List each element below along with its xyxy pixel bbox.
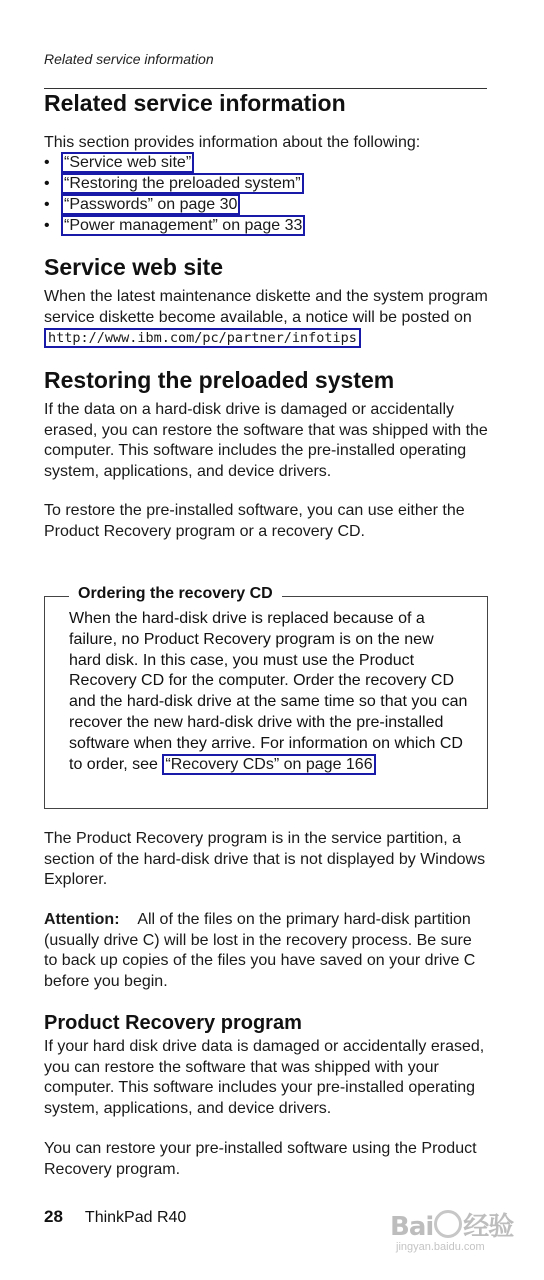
service-web-site-body: When the latest maintenance diskette and the system program service diskette become available, a notice will be posted on bbox=[44, 288, 488, 326]
service-web-site-text bbox=[44, 287, 488, 349]
intro-text: This section provides information about the following: bbox=[44, 134, 421, 151]
section-title-related-service: Related service information bbox=[44, 90, 346, 116]
restoring-para-2: To restore the pre-installed software, you can use either the Product Recovery program or a recovery CD. bbox=[44, 502, 465, 540]
attention-label: Attention: bbox=[44, 911, 120, 928]
box-title: Ordering the recovery CD bbox=[69, 585, 282, 603]
bullet: • bbox=[44, 196, 50, 213]
infotips-url-link[interactable]: http://www.ibm.com/pc/partner/infotips bbox=[44, 328, 361, 348]
product-recovery-para-2: You can restore your pre-installed software using the Product Recovery program. bbox=[44, 1140, 477, 1178]
box-body: When the hard-disk drive is replaced because of a failure, no Product Recovery program is on the new hard disk. In this case, you must use the Product Recovery CD for the computer. Order the recovery CD and the hard-disk drive at the same time so that you can recover the new hard-disk drive with the pre-installed software when they arrive. For information on which CD to order, see bbox=[69, 610, 468, 773]
bullet: • bbox=[44, 217, 50, 234]
attention-note bbox=[44, 910, 488, 993]
list-item bbox=[44, 195, 305, 216]
list-item bbox=[44, 216, 305, 237]
baidu-watermark bbox=[390, 1206, 520, 1253]
link-recovery-cds[interactable]: “Recovery CDs” on page 166 bbox=[162, 754, 375, 775]
running-head: Related service information bbox=[44, 51, 214, 67]
bullet: • bbox=[44, 175, 50, 192]
link-passwords[interactable]: “Passwords” on page 30 bbox=[61, 194, 240, 215]
product-recovery-para-1: If your hard disk drive data is damaged or accidentally erased, you can restore the software that was shipped with your computer. This software includes your pre-installed operating system, applications, and device drivers. bbox=[44, 1038, 485, 1118]
section-title-restoring: Restoring the preloaded system bbox=[44, 367, 395, 393]
section-title-product-recovery: Product Recovery program bbox=[44, 1012, 302, 1034]
list-item bbox=[44, 153, 305, 174]
box-text bbox=[69, 609, 469, 775]
list-item bbox=[44, 174, 305, 195]
section-title-service-web-site: Service web site bbox=[44, 254, 223, 280]
watermark-text-right: 经验 bbox=[463, 1212, 514, 1242]
watermark-logo bbox=[390, 1206, 520, 1243]
page-number: 28 bbox=[44, 1207, 63, 1226]
watermark-url: jingyan.baidu.com bbox=[396, 1241, 485, 1253]
paw-icon bbox=[434, 1210, 462, 1238]
header-rule bbox=[44, 88, 487, 89]
link-power-management[interactable]: “Power management” on page 33 bbox=[61, 215, 305, 236]
ordering-recovery-cd-box bbox=[44, 585, 488, 809]
link-service-web-site[interactable]: “Service web site” bbox=[61, 152, 194, 173]
page-footer bbox=[44, 1207, 186, 1227]
bullet: • bbox=[44, 154, 50, 171]
restoring-para-3: The Product Recovery program is in the service partition, a section of the hard-disk drive that is not displayed by Windows Explorer. bbox=[44, 830, 486, 889]
link-restoring-preloaded-system[interactable]: “Restoring the preloaded system” bbox=[61, 173, 304, 194]
attention-text: All of the files on the primary hard-disk partition (usually drive C) will be lost in the recovery process. Be sure to back up copies of the files you have saved on your drive C before you begin. bbox=[44, 911, 476, 991]
restoring-para-1: If the data on a hard-disk drive is damaged or accidentally erased, you can restore the software that was shipped with the computer. This software includes the pre-installed operating system, applications, and device drivers. bbox=[44, 401, 488, 481]
product-name: ThinkPad R40 bbox=[84, 1209, 187, 1226]
topic-list bbox=[44, 153, 305, 237]
watermark-text-left: Bai bbox=[390, 1212, 434, 1242]
